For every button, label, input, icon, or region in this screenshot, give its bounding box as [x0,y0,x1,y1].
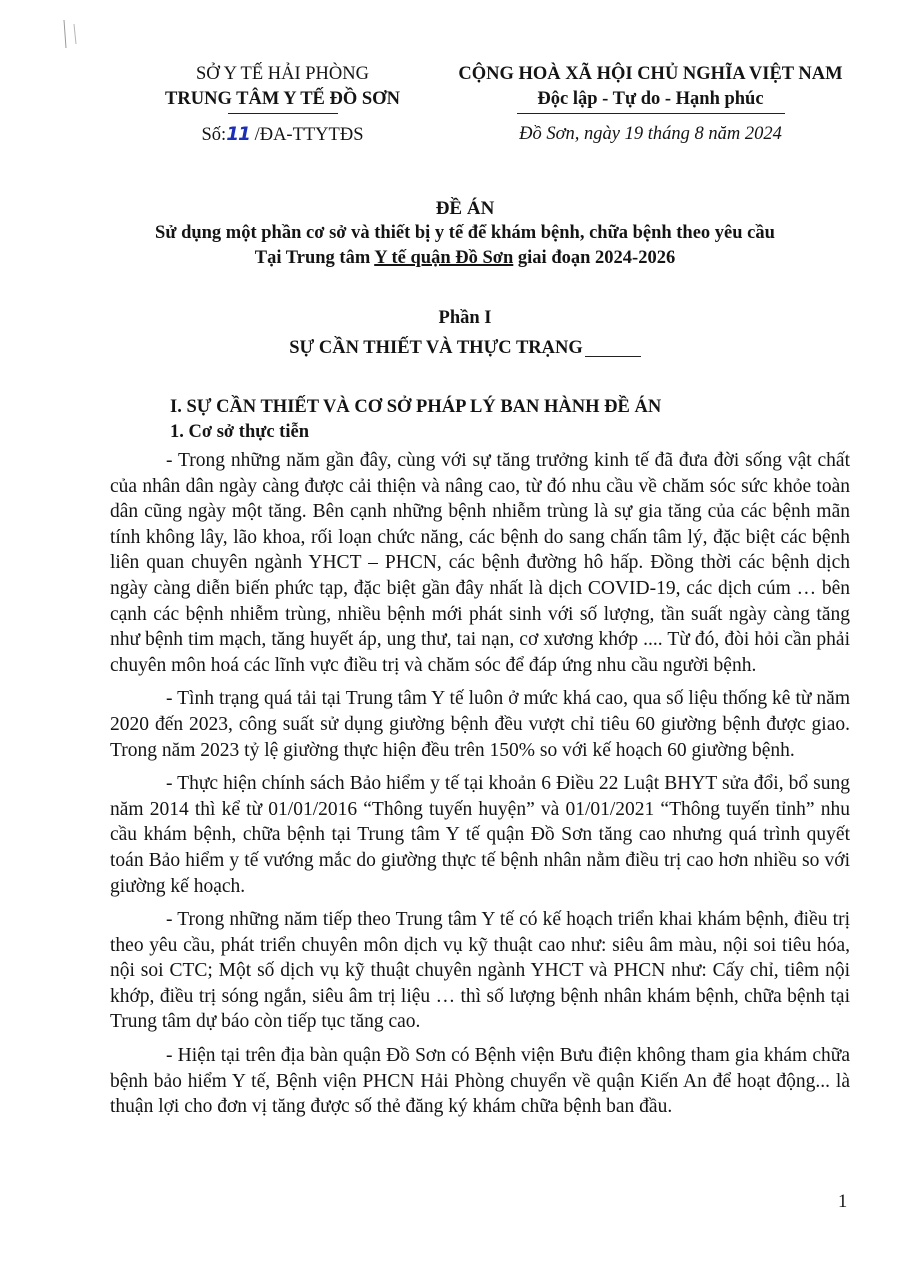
motto-underline [517,113,785,114]
place-date: Đồ Sơn, ngày 19 tháng 8 năm 2024 [519,124,782,144]
page-number: 1 [838,1192,848,1212]
title-line-2-post: giai đoạn 2024-2026 [513,248,676,268]
part-number: Phần I [438,308,492,328]
part-title-rule [585,356,641,357]
national-motto-block [428,62,873,147]
organization-underline [228,113,338,114]
document-type: ĐỀ ÁN [435,198,495,219]
motto: Độc lập - Tự do - Hạnh phúc [537,89,764,109]
paragraph: - Tình trạng quá tải tại Trung tâm Y tế luôn ở mức khá cao, qua số liệu thống kê từ năm 2020 đến 2023, công suất sử dụng giường bệnh đều vượt chỉ tiêu 60 giường bệnh được giao. Trong năm 2023 tỷ lệ giường thực hiện đều trên 150% so với kế hoạch 60 giường bệnh. [110,688,850,761]
department-name: SỞ Y TẾ HẢI PHÒNG [195,64,369,84]
organization-name: TRUNG TÂM Y TẾ ĐỒ SƠN [165,89,400,109]
issuing-agency-block [150,62,415,148]
number-suffix: /ĐA-TTYTĐS [249,125,364,145]
paragraph: - Thực hiện chính sách Bảo hiểm y tế tại khoản 6 Điều 22 Luật BHYT sửa đổi, bổ sung năm 2014 thì kể từ 01/01/2016 “Thông tuyến huyện” và 01/01/2021 “Thông tuyến tỉnh” nhu cầu khám bệnh, chữa bệnh tại Trung tâm Y tế quận Đồ Sơn tăng cao nhưng quá trình quyết toán Bảo hiểm y tế vướng mắc do giường thực tế bệnh nhân nằm điều trị cao hơn nhiều so với giường kế hoạch. [110,773,850,897]
title-line-2-pre: Tại Trung tâm [254,248,375,268]
part-title [100,336,830,361]
scan-mark [60,18,84,54]
nation-name: CỘNG HOÀ XÃ HỘI CHỦ NGHĨA VIỆT NAM [458,64,843,84]
handwritten-number: 11 [226,124,250,145]
paragraph: - Trong những năm tiếp theo Trung tâm Y tế có kế hoạch triển khai khám bệnh, điều trị theo yêu cầu, phát triển chuyên môn dịch vụ kỹ thuật cao như: siêu âm màu, nội soi tiêu hóa, nội soi CTC; Một số dịch vụ kỹ thuật chuyên ngành YHCT và PHCN như: Cấy chỉ, tiêm nội khớp, điều trị sóng ngắn, siêu âm trị liệu … thì số lượng bệnh nhân khám bệnh, chữa bệnh tại Trung tâm dự báo còn tiếp tục tăng cao. [110,909,850,1033]
paragraph: - Trong những năm gần đây, cùng với sự tăng trưởng kinh tế đã đưa đời sống vật chất của nhân dân ngày càng được cải thiện và nâng cao, từ đó nhu cầu về chăm sóc sức khỏe toàn dân cũng ngày một tăng. Bên cạnh những bệnh nhiễm trùng là sự gia tăng của các bệnh mãn tính không lây, lão khoa, rối loạn chức năng, các bệnh do sang chấn tâm lý, đặc biệt các bệnh liên quan chuyên ngành YHCT – PHCN, các bệnh đường hô hấp. Đồng thời các bệnh dịch ngày càng diễn biến phức tạp, đặc biệt gần đây nhất là dịch COVID-19, các dịch cúm … bên cạnh các bệnh nhiễm trùng, nhiều bệnh mới phát sinh với số lượng, tần suất ngày càng tăng như bệnh tim mạch, tăng huyết áp, ung thư, tai nạn, cơ xương khớp .... Từ đó, đòi hỏi cần phải chuyên môn hoá các lĩnh vực điều trị và chăm sóc để đáp ứng nhu cầu người bệnh. [110,450,850,676]
paragraph: - Hiện tại trên địa bàn quận Đồ Sơn có Bệnh viện Bưu điện không tham gia khám chữa bệnh bảo hiểm Y tế, Bệnh viện PHCN Hải Phòng chuyển về quận Kiến An để hoạt động... là thuận lợi cho đơn vị tăng được số thẻ đăng ký khám chữa bệnh ban đầu. [110,1045,850,1118]
title-line-1: Sử dụng một phần cơ sở và thiết bị y tế để khám bệnh, chữa bệnh theo yêu cầu [155,223,775,243]
title-line-2 [100,246,830,271]
document-title [100,196,830,271]
body-text [110,448,850,1128]
number-prefix: Số: [201,125,227,145]
subsection-heading: 1. Cơ sở thực tiễn [170,422,309,442]
document-number [150,122,415,148]
title-line-2-underlined: Y tế quận Đồ Sơn [374,248,514,268]
section-heading: I. SỰ CẦN THIẾT VÀ CƠ SỞ PHÁP LÝ BAN HÀNH ĐỀ ÁN [170,397,662,417]
part-title-text: SỰ CẦN THIẾT VÀ THỰC TRẠNG [289,338,583,358]
